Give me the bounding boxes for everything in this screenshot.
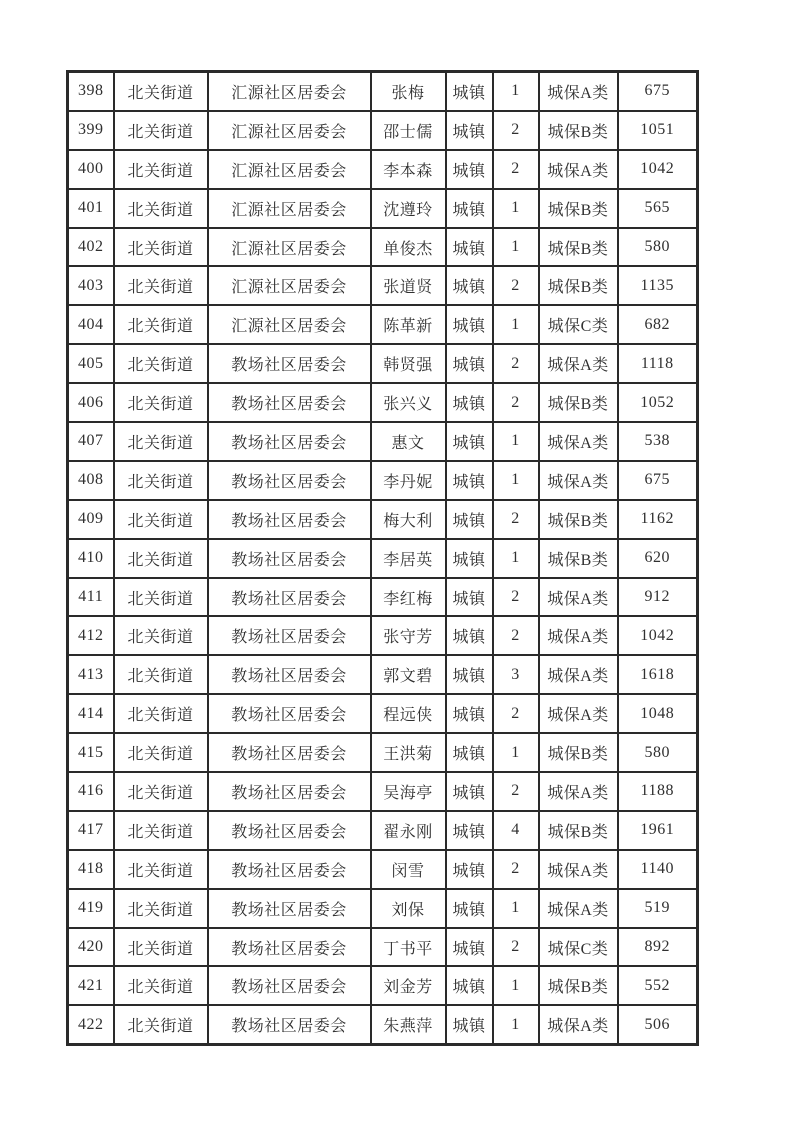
cell-serial-number: 406 xyxy=(68,383,114,422)
cell-household-count: 1 xyxy=(493,422,539,461)
cell-serial-number: 411 xyxy=(68,578,114,617)
cell-committee: 教场社区居委会 xyxy=(208,733,371,772)
cell-street: 北关街道 xyxy=(114,850,208,889)
cell-person-name: 刘保 xyxy=(371,889,446,928)
benefits-roster-table xyxy=(66,70,699,1046)
cell-residence-type: 城镇 xyxy=(446,733,493,772)
table-row xyxy=(68,928,698,967)
table-row xyxy=(68,811,698,850)
cell-committee: 教场社区居委会 xyxy=(208,694,371,733)
table-row xyxy=(68,889,698,928)
cell-serial-number: 416 xyxy=(68,772,114,811)
cell-street: 北关街道 xyxy=(114,694,208,733)
cell-insurance-category: 城保A类 xyxy=(539,889,618,928)
table-row xyxy=(68,344,698,383)
cell-residence-type: 城镇 xyxy=(446,616,493,655)
cell-person-name: 邵士儒 xyxy=(371,111,446,150)
cell-committee: 教场社区居委会 xyxy=(208,772,371,811)
cell-household-count: 2 xyxy=(493,850,539,889)
cell-household-count: 1 xyxy=(493,966,539,1005)
table-row xyxy=(68,72,698,111)
cell-insurance-category: 城保A类 xyxy=(539,694,618,733)
cell-residence-type: 城镇 xyxy=(446,850,493,889)
cell-committee: 教场社区居委会 xyxy=(208,344,371,383)
cell-residence-type: 城镇 xyxy=(446,811,493,850)
cell-person-name: 翟永刚 xyxy=(371,811,446,850)
cell-residence-type: 城镇 xyxy=(446,150,493,189)
cell-amount: 565 xyxy=(618,189,698,228)
cell-street: 北关街道 xyxy=(114,655,208,694)
cell-insurance-category: 城保B类 xyxy=(539,383,618,422)
cell-amount: 892 xyxy=(618,928,698,967)
cell-insurance-category: 城保B类 xyxy=(539,266,618,305)
cell-serial-number: 410 xyxy=(68,539,114,578)
cell-household-count: 1 xyxy=(493,1005,539,1044)
cell-serial-number: 414 xyxy=(68,694,114,733)
cell-household-count: 2 xyxy=(493,344,539,383)
table-row xyxy=(68,500,698,539)
cell-insurance-category: 城保B类 xyxy=(539,811,618,850)
cell-amount: 519 xyxy=(618,889,698,928)
cell-household-count: 2 xyxy=(493,694,539,733)
table-row xyxy=(68,422,698,461)
cell-residence-type: 城镇 xyxy=(446,655,493,694)
cell-person-name: 陈革新 xyxy=(371,305,446,344)
cell-street: 北关街道 xyxy=(114,578,208,617)
table-row xyxy=(68,655,698,694)
table-row xyxy=(68,111,698,150)
table-row xyxy=(68,461,698,500)
cell-person-name: 张守芳 xyxy=(371,616,446,655)
cell-person-name: 刘金芳 xyxy=(371,966,446,1005)
table-row xyxy=(68,578,698,617)
cell-person-name: 沈遵玲 xyxy=(371,189,446,228)
cell-household-count: 2 xyxy=(493,500,539,539)
cell-street: 北关街道 xyxy=(114,344,208,383)
cell-insurance-category: 城保C类 xyxy=(539,928,618,967)
cell-insurance-category: 城保A类 xyxy=(539,1005,618,1044)
cell-serial-number: 398 xyxy=(68,72,114,111)
cell-street: 北关街道 xyxy=(114,111,208,150)
cell-serial-number: 400 xyxy=(68,150,114,189)
cell-person-name: 张道贤 xyxy=(371,266,446,305)
cell-person-name: 朱燕萍 xyxy=(371,1005,446,1044)
cell-street: 北关街道 xyxy=(114,461,208,500)
cell-residence-type: 城镇 xyxy=(446,344,493,383)
cell-serial-number: 401 xyxy=(68,189,114,228)
cell-household-count: 1 xyxy=(493,305,539,344)
cell-committee: 教场社区居委会 xyxy=(208,500,371,539)
cell-amount: 1162 xyxy=(618,500,698,539)
cell-person-name: 惠文 xyxy=(371,422,446,461)
cell-person-name: 梅大利 xyxy=(371,500,446,539)
cell-amount: 538 xyxy=(618,422,698,461)
cell-amount: 580 xyxy=(618,733,698,772)
cell-serial-number: 408 xyxy=(68,461,114,500)
cell-serial-number: 404 xyxy=(68,305,114,344)
cell-insurance-category: 城保A类 xyxy=(539,344,618,383)
cell-serial-number: 419 xyxy=(68,889,114,928)
cell-serial-number: 405 xyxy=(68,344,114,383)
cell-insurance-category: 城保B类 xyxy=(539,500,618,539)
cell-person-name: 李居英 xyxy=(371,539,446,578)
cell-amount: 1052 xyxy=(618,383,698,422)
table-row xyxy=(68,383,698,422)
cell-household-count: 3 xyxy=(493,655,539,694)
cell-insurance-category: 城保A类 xyxy=(539,150,618,189)
cell-committee: 汇源社区居委会 xyxy=(208,150,371,189)
cell-committee: 教场社区居委会 xyxy=(208,1005,371,1044)
cell-insurance-category: 城保A类 xyxy=(539,578,618,617)
cell-residence-type: 城镇 xyxy=(446,578,493,617)
cell-amount: 675 xyxy=(618,72,698,111)
cell-insurance-category: 城保B类 xyxy=(539,539,618,578)
cell-household-count: 2 xyxy=(493,266,539,305)
table-row xyxy=(68,1005,698,1044)
cell-street: 北关街道 xyxy=(114,539,208,578)
cell-committee: 教场社区居委会 xyxy=(208,889,371,928)
cell-committee: 教场社区居委会 xyxy=(208,383,371,422)
cell-insurance-category: 城保B类 xyxy=(539,111,618,150)
cell-residence-type: 城镇 xyxy=(446,305,493,344)
cell-person-name: 李本森 xyxy=(371,150,446,189)
cell-street: 北关街道 xyxy=(114,422,208,461)
cell-household-count: 1 xyxy=(493,72,539,111)
cell-person-name: 丁书平 xyxy=(371,928,446,967)
cell-person-name: 张梅 xyxy=(371,72,446,111)
cell-committee: 汇源社区居委会 xyxy=(208,305,371,344)
cell-street: 北关街道 xyxy=(114,72,208,111)
cell-insurance-category: 城保B类 xyxy=(539,228,618,267)
cell-residence-type: 城镇 xyxy=(446,772,493,811)
cell-street: 北关街道 xyxy=(114,383,208,422)
cell-street: 北关街道 xyxy=(114,889,208,928)
cell-serial-number: 417 xyxy=(68,811,114,850)
cell-person-name: 韩贤强 xyxy=(371,344,446,383)
cell-street: 北关街道 xyxy=(114,733,208,772)
cell-amount: 1051 xyxy=(618,111,698,150)
cell-serial-number: 422 xyxy=(68,1005,114,1044)
cell-person-name: 程远侠 xyxy=(371,694,446,733)
table-row xyxy=(68,266,698,305)
cell-street: 北关街道 xyxy=(114,500,208,539)
cell-serial-number: 409 xyxy=(68,500,114,539)
table-row xyxy=(68,189,698,228)
cell-household-count: 2 xyxy=(493,616,539,655)
cell-committee: 教场社区居委会 xyxy=(208,811,371,850)
cell-amount: 1042 xyxy=(618,616,698,655)
cell-person-name: 张兴义 xyxy=(371,383,446,422)
cell-serial-number: 415 xyxy=(68,733,114,772)
cell-household-count: 2 xyxy=(493,928,539,967)
cell-household-count: 1 xyxy=(493,461,539,500)
cell-serial-number: 407 xyxy=(68,422,114,461)
cell-residence-type: 城镇 xyxy=(446,500,493,539)
cell-residence-type: 城镇 xyxy=(446,966,493,1005)
cell-household-count: 1 xyxy=(493,733,539,772)
table-row xyxy=(68,694,698,733)
cell-committee: 教场社区居委会 xyxy=(208,539,371,578)
table-row xyxy=(68,733,698,772)
cell-person-name: 李丹妮 xyxy=(371,461,446,500)
cell-committee: 教场社区居委会 xyxy=(208,850,371,889)
cell-person-name: 李红梅 xyxy=(371,578,446,617)
cell-amount: 682 xyxy=(618,305,698,344)
cell-serial-number: 420 xyxy=(68,928,114,967)
cell-insurance-category: 城保A类 xyxy=(539,72,618,111)
cell-residence-type: 城镇 xyxy=(446,928,493,967)
cell-household-count: 1 xyxy=(493,889,539,928)
cell-person-name: 王洪菊 xyxy=(371,733,446,772)
cell-street: 北关街道 xyxy=(114,266,208,305)
cell-amount: 675 xyxy=(618,461,698,500)
cell-serial-number: 421 xyxy=(68,966,114,1005)
cell-residence-type: 城镇 xyxy=(446,539,493,578)
cell-committee: 教场社区居委会 xyxy=(208,422,371,461)
cell-amount: 1042 xyxy=(618,150,698,189)
cell-committee: 教场社区居委会 xyxy=(208,928,371,967)
cell-insurance-category: 城保A类 xyxy=(539,772,618,811)
cell-amount: 1618 xyxy=(618,655,698,694)
cell-household-count: 2 xyxy=(493,383,539,422)
cell-person-name: 单俊杰 xyxy=(371,228,446,267)
cell-street: 北关街道 xyxy=(114,772,208,811)
cell-serial-number: 412 xyxy=(68,616,114,655)
cell-serial-number: 413 xyxy=(68,655,114,694)
cell-insurance-category: 城保A类 xyxy=(539,616,618,655)
cell-household-count: 4 xyxy=(493,811,539,850)
table-row xyxy=(68,966,698,1005)
cell-insurance-category: 城保B类 xyxy=(539,189,618,228)
table-row xyxy=(68,305,698,344)
cell-household-count: 1 xyxy=(493,539,539,578)
cell-household-count: 1 xyxy=(493,228,539,267)
cell-amount: 620 xyxy=(618,539,698,578)
table-row xyxy=(68,539,698,578)
table-row xyxy=(68,616,698,655)
cell-committee: 汇源社区居委会 xyxy=(208,189,371,228)
cell-household-count: 2 xyxy=(493,578,539,617)
cell-amount: 1048 xyxy=(618,694,698,733)
cell-committee: 汇源社区居委会 xyxy=(208,72,371,111)
cell-residence-type: 城镇 xyxy=(446,1005,493,1044)
cell-serial-number: 402 xyxy=(68,228,114,267)
cell-residence-type: 城镇 xyxy=(446,694,493,733)
cell-household-count: 1 xyxy=(493,189,539,228)
cell-person-name: 吴海亭 xyxy=(371,772,446,811)
cell-amount: 580 xyxy=(618,228,698,267)
cell-person-name: 闵雪 xyxy=(371,850,446,889)
table-row xyxy=(68,150,698,189)
cell-insurance-category: 城保B类 xyxy=(539,966,618,1005)
cell-street: 北关街道 xyxy=(114,1005,208,1044)
cell-amount: 506 xyxy=(618,1005,698,1044)
cell-committee: 教场社区居委会 xyxy=(208,655,371,694)
cell-amount: 1961 xyxy=(618,811,698,850)
cell-committee: 汇源社区居委会 xyxy=(208,228,371,267)
table-body xyxy=(68,72,698,1045)
cell-insurance-category: 城保A类 xyxy=(539,850,618,889)
cell-amount: 552 xyxy=(618,966,698,1005)
cell-insurance-category: 城保A类 xyxy=(539,461,618,500)
cell-insurance-category: 城保A类 xyxy=(539,655,618,694)
cell-street: 北关街道 xyxy=(114,928,208,967)
cell-residence-type: 城镇 xyxy=(446,111,493,150)
cell-residence-type: 城镇 xyxy=(446,266,493,305)
cell-residence-type: 城镇 xyxy=(446,228,493,267)
cell-street: 北关街道 xyxy=(114,150,208,189)
cell-street: 北关街道 xyxy=(114,228,208,267)
cell-amount: 1135 xyxy=(618,266,698,305)
cell-committee: 教场社区居委会 xyxy=(208,616,371,655)
cell-amount: 912 xyxy=(618,578,698,617)
cell-residence-type: 城镇 xyxy=(446,461,493,500)
cell-residence-type: 城镇 xyxy=(446,189,493,228)
cell-serial-number: 418 xyxy=(68,850,114,889)
table-row xyxy=(68,772,698,811)
cell-household-count: 2 xyxy=(493,772,539,811)
table-row xyxy=(68,228,698,267)
cell-residence-type: 城镇 xyxy=(446,889,493,928)
cell-committee: 教场社区居委会 xyxy=(208,966,371,1005)
cell-street: 北关街道 xyxy=(114,616,208,655)
cell-residence-type: 城镇 xyxy=(446,422,493,461)
cell-household-count: 2 xyxy=(493,111,539,150)
cell-residence-type: 城镇 xyxy=(446,72,493,111)
cell-serial-number: 403 xyxy=(68,266,114,305)
cell-serial-number: 399 xyxy=(68,111,114,150)
cell-committee: 汇源社区居委会 xyxy=(208,266,371,305)
table-row xyxy=(68,850,698,889)
cell-street: 北关街道 xyxy=(114,966,208,1005)
cell-household-count: 2 xyxy=(493,150,539,189)
cell-street: 北关街道 xyxy=(114,305,208,344)
cell-committee: 汇源社区居委会 xyxy=(208,111,371,150)
cell-insurance-category: 城保C类 xyxy=(539,305,618,344)
cell-person-name: 郭文碧 xyxy=(371,655,446,694)
cell-amount: 1188 xyxy=(618,772,698,811)
cell-committee: 教场社区居委会 xyxy=(208,578,371,617)
cell-amount: 1118 xyxy=(618,344,698,383)
cell-street: 北关街道 xyxy=(114,811,208,850)
cell-residence-type: 城镇 xyxy=(446,383,493,422)
cell-amount: 1140 xyxy=(618,850,698,889)
cell-street: 北关街道 xyxy=(114,189,208,228)
cell-insurance-category: 城保A类 xyxy=(539,422,618,461)
cell-insurance-category: 城保B类 xyxy=(539,733,618,772)
cell-committee: 教场社区居委会 xyxy=(208,461,371,500)
